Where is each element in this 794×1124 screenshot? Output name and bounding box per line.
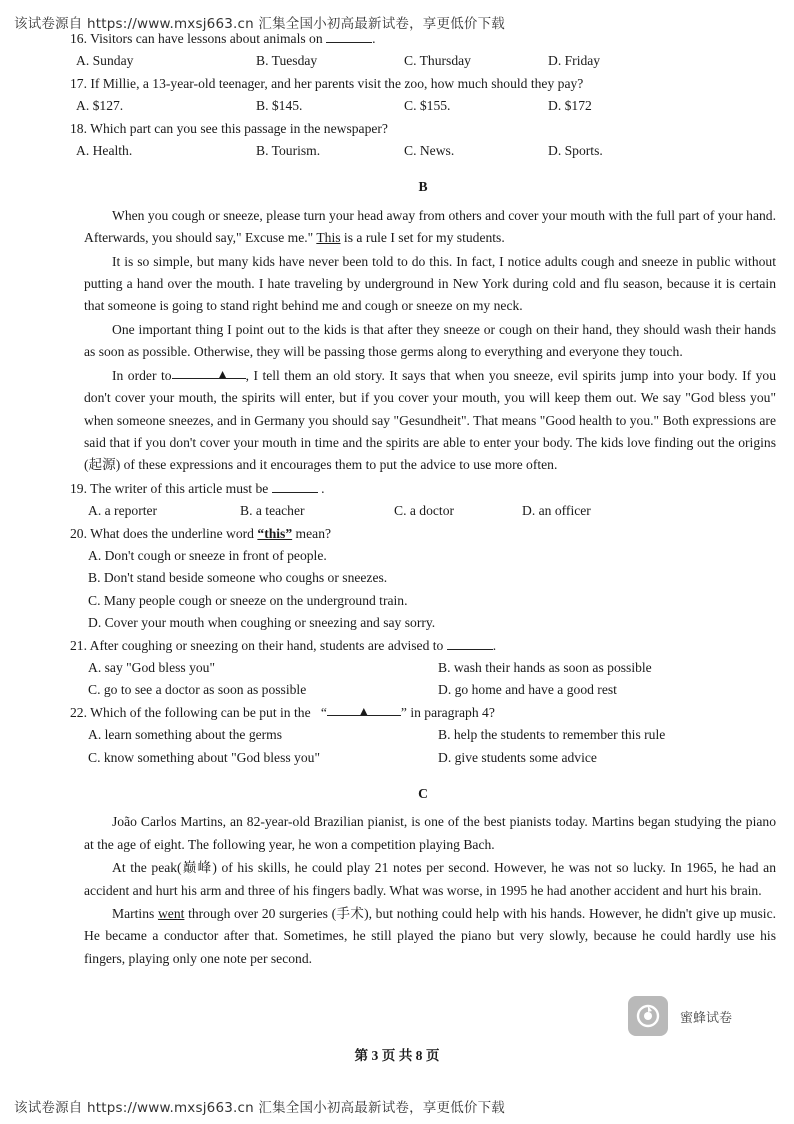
question-21-options xyxy=(88,679,776,701)
option: D. go home and have a good rest xyxy=(438,682,617,698)
watermark xyxy=(628,996,732,1036)
question-18: 18. Which part can you see this passage in the newspaper? xyxy=(70,120,388,136)
option: C. Many people cough or sneeze on the underground train. xyxy=(88,592,408,608)
option: D. Friday xyxy=(548,53,601,69)
question-18-options xyxy=(76,140,776,162)
option: B. help the students to remember this rule xyxy=(438,727,666,743)
answer-blank xyxy=(272,479,318,493)
passage-b-paragraph-3: One important thing I point out to the kids is that after they sneeze or cough on their hand, they should wash their hands as soon as possible. Otherwise, they will be passing those germs along to everything and everyone they touch. xyxy=(84,321,776,360)
page-number: 第 3 页 共 8 页 xyxy=(354,1048,440,1063)
question-17-options xyxy=(76,95,776,117)
question-22: 22. Which of the following can be put in the “ ▲ ” in paragraph 4? xyxy=(70,703,495,720)
option: C. News. xyxy=(404,143,455,159)
option: C. $155. xyxy=(404,98,451,114)
source-banner-bottom: 该试卷源自 https://www.mxsj663.cn 汇集全国小初高最新试卷，享更低价下载 xyxy=(14,1100,506,1116)
answer-blank xyxy=(327,702,401,716)
exam-page xyxy=(70,28,776,971)
option: D. Cover your mouth when coughing or sneezing and say sorry. xyxy=(88,615,436,631)
question-19-options xyxy=(88,500,776,522)
passage-c-paragraph-2: At the peak(巅峰) of his skills, he could play 21 notes per second. However, he was not so lucky. In 1965, he had an accident and hurt his arm and three of his fingers badly. What was worse, in 1995 he had another accident and hurt his brain. xyxy=(84,860,776,898)
option: A. Don't cough or sneeze in front of people. xyxy=(88,547,327,563)
option: C. a doctor xyxy=(394,503,455,519)
triangle-icon: ▲ xyxy=(357,703,370,718)
question-17: 17. If Millie, a 13-year-old teenager, and her parents visit the zoo, how much should they pay? xyxy=(70,75,584,91)
section-c-heading: C xyxy=(418,786,428,801)
passage-b-paragraph-1: When you cough or sneeze, please turn your head away from others and cover your mouth with the full part of your hand. Afterwards, you should say," Excuse me." This is a rule I set for my students. xyxy=(84,207,776,246)
passage-c-paragraph-3: Martins went through over 20 surgeries (手术), but nothing could help with his hands. However, he didn't give up music. He became a conductor after that. Sometimes, he still played the piano but very slowly, because he could hardly use his fingers, playing only one note per second. xyxy=(84,906,777,966)
answer-blank xyxy=(172,365,246,379)
option: A. Health. xyxy=(76,143,133,159)
option: A. $127. xyxy=(76,98,124,114)
underlined-word-went: went xyxy=(157,906,185,922)
option: C. know something about "God bless you" xyxy=(88,749,320,765)
option: D. Sports. xyxy=(548,143,603,159)
option: C. go to see a doctor as soon as possible xyxy=(88,682,307,698)
option: A. Sunday xyxy=(76,53,134,69)
source-banner-top: 该试卷源自 https://www.mxsj663.cn 汇集全国小初高最新试卷，享更低价下载 xyxy=(14,16,506,32)
option: B. wash their hands as soon as possible xyxy=(438,659,652,675)
question-20: 20. What does the underline word “this” mean? xyxy=(70,525,332,541)
option: B. Tourism. xyxy=(256,143,321,159)
passage-b-paragraph-4: In order to ▲ , I tell them an old story. It says that when you sneeze, evil spirits jump into your body. If you don't cover your mouth, the spirits will enter, but if you cover your mouth, you will keep them out. We say "God bless you" when someone sneezes, and in Germany you should say "Gesundheit". That means "Good health to you." Both expressions are said that if you don't cover your mouth in time and the spirits are able to enter your body. The kids love finding out the origins (起源) of these expressions and it encourages them to put the advice to use more often. xyxy=(84,366,776,473)
question-16-options xyxy=(76,50,776,72)
option: A. a reporter xyxy=(88,503,158,519)
answer-blank xyxy=(447,636,493,650)
option: A. learn something about the germs xyxy=(88,727,283,743)
question-21-options xyxy=(88,657,776,679)
question-22-options xyxy=(88,747,776,769)
option: C. Thursday xyxy=(404,53,471,69)
option: D. an officer xyxy=(522,503,591,519)
underlined-word: “this” xyxy=(257,525,293,541)
option: A. say "God bless you" xyxy=(88,659,216,675)
watermark-text: 蜜蜂试卷 xyxy=(680,1010,733,1026)
option: B. Tuesday xyxy=(256,53,318,69)
option: D. $172 xyxy=(548,98,592,114)
bee-logo-icon xyxy=(628,996,668,1036)
option: B. Don't stand beside someone who coughs or sneezes. xyxy=(88,570,388,586)
triangle-icon: ▲ xyxy=(216,366,229,381)
option: B. a teacher xyxy=(240,503,305,519)
underlined-word-this: This xyxy=(316,230,341,246)
question-19: 19. The writer of this article must be . xyxy=(70,480,325,496)
answer-blank xyxy=(326,29,372,43)
question-22-options xyxy=(88,724,776,746)
passage-b-paragraph-2: It is so simple, but many kids have never been told to do this. In fact, I notice adults cough and sneeze in public without putting a hand over the mouth. I hate traveling by underground in New York during cold and flu season, because it is certain that someone is going to stand right behind me and cough or sneeze on my neck. xyxy=(84,253,776,314)
option: B. $145. xyxy=(256,98,303,114)
section-b-heading: B xyxy=(418,179,428,195)
question-21: 21. After coughing or sneezing on their hand, students are advised to . xyxy=(70,637,497,653)
question-16: 16. Visitors can have lessons about animals on . xyxy=(70,31,376,46)
passage-c-paragraph-1: João Carlos Martins, an 82-year-old Brazilian pianist, is one of the best pianists today. Martins began studying the piano at the age of eight. The following year, he won a competition playing Bach. xyxy=(84,814,776,852)
option: D. give students some advice xyxy=(438,749,597,765)
